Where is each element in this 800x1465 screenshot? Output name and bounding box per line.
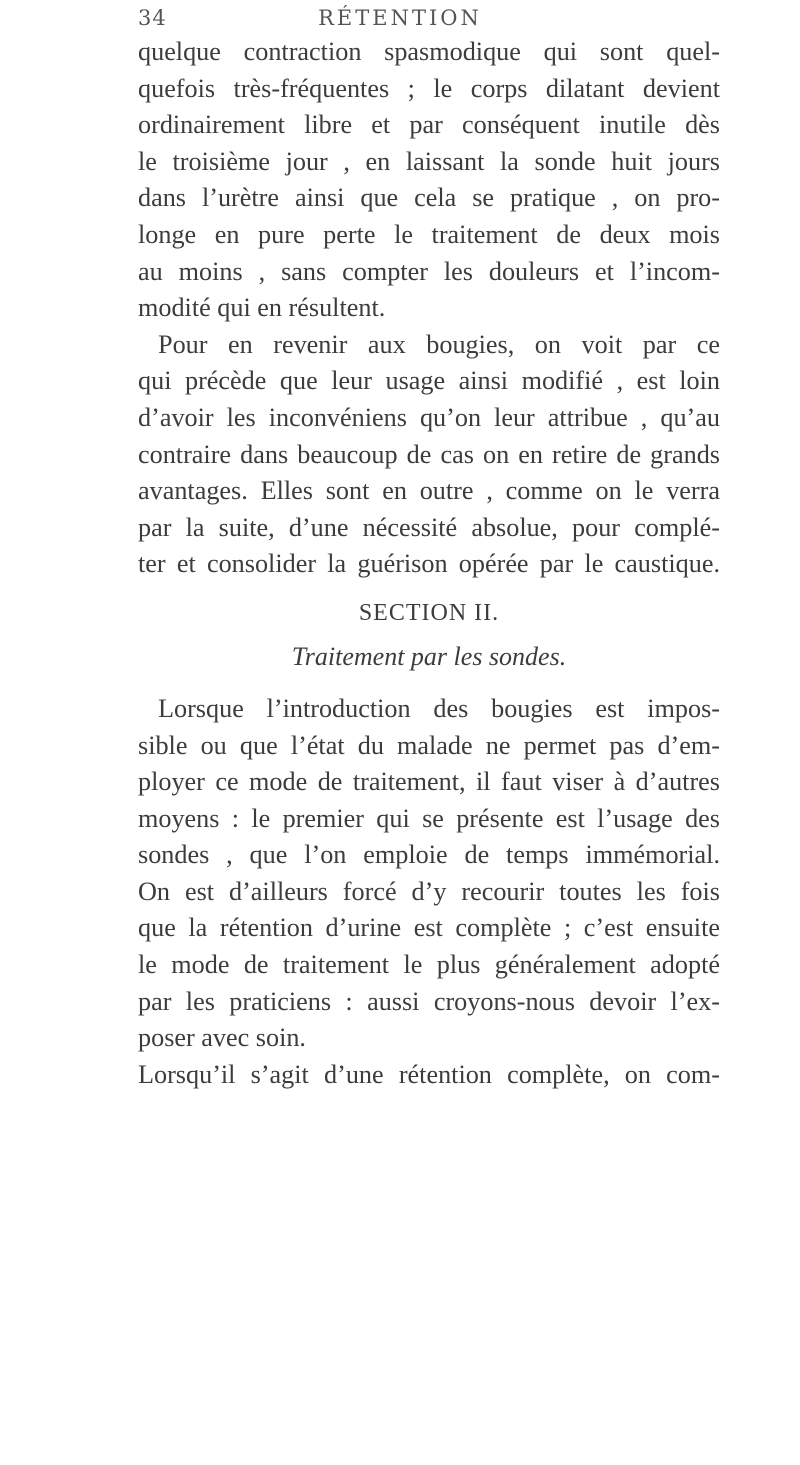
section-heading: SECTION II. [358, 599, 500, 626]
section-subtitle: Traitement par les sondes. [291, 641, 567, 671]
text-line: sondes , que l’on emploie de temps immémorial. [138, 840, 720, 870]
running-title: RÉTENTION [318, 6, 482, 30]
text-line: poser avec soin. [138, 1023, 306, 1053]
text-line: sible ou que l’état du malade ne permet pas d’em- [138, 730, 720, 760]
text-line: ployer ce mode de traitement, il faut viser à d’autres [138, 767, 720, 797]
text-line: Lorsqu’il s’agit d’une rétention complète, on com- [138, 1059, 720, 1089]
text-line: contraire dans beaucoup de cas on en retire de grands [138, 439, 720, 469]
text-line: dans l’urètre ainsi que cela se pratique , on pro- [138, 183, 720, 213]
page-number: 34 [138, 6, 167, 30]
text-line: ter et consolider la guérison opérée par le caustique. [138, 549, 720, 579]
paragraph-1 [138, 34, 720, 327]
text-line: modité qui en résultent. [138, 293, 386, 323]
text-line: On est d’ailleurs forcé d’y recourir toutes les fois [138, 876, 720, 906]
text-line: le troisième jour , en laissant la sonde huit jours [138, 146, 720, 176]
text-line: ordinairement libre et par conséquent inutile dès [138, 110, 720, 140]
text-line: longe en pure perte le traitement de deux mois [138, 219, 720, 249]
text-line: quelque contraction spasmodique qui sont quel- [138, 37, 720, 66]
text-line: qui précède que leur usage ainsi modifié , est loin [138, 366, 720, 396]
text-line: par les praticiens : aussi croyons-nous devoir l’ex- [138, 986, 720, 1016]
paragraph-3 [138, 691, 720, 1057]
paragraph-4 [138, 1057, 720, 1094]
running-header [0, 6, 800, 36]
text-line: avantages. Elles sont en outre , comme on le verra [138, 476, 720, 506]
text-line: par la suite, d’une nécessité absolue, pour complé- [138, 512, 720, 542]
text-line: le mode de traitement le plus généralement adopté [138, 950, 720, 980]
text-line: que la rétention d’urine est complète ; c’est ensuite [138, 913, 720, 943]
text-line: au moins , sans compter les douleurs et l’incom- [138, 256, 720, 286]
text-line: moyens : le premier qui se présente est l’usage des [138, 803, 720, 833]
text-line: Pour en revenir aux bougies, on voit par ce [158, 329, 720, 359]
body-text [138, 34, 720, 1093]
paragraph-2 [138, 327, 720, 583]
text-line: quefois très-fréquentes ; le corps dilatant devient [138, 73, 720, 103]
text-line: d’avoir les inconvéniens qu’on leur attribue , qu’au [138, 402, 720, 432]
text-line: Lorsque l’introduction des bougies est impos- [158, 693, 720, 723]
